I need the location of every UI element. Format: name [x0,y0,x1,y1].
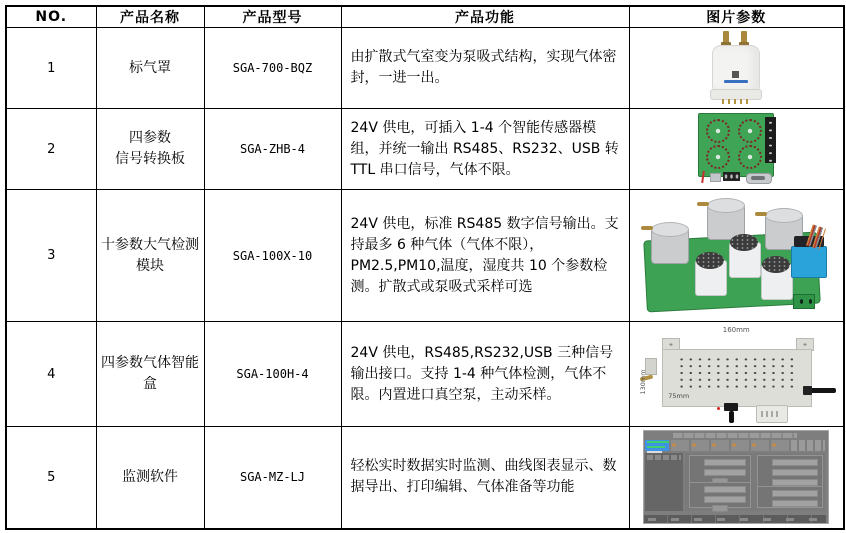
connector-pins [722,99,750,104]
col-header-function: 产品功能 [341,6,629,28]
form-field [704,459,746,466]
product-name-line: 十参数大气检测 [101,236,199,253]
db9-connector [756,405,788,423]
power-plug [724,403,738,411]
form-field [704,496,746,503]
converter-board-photo [690,113,782,185]
product-model: SGA-MZ-LJ [204,427,341,529]
toolbar-tab [771,440,789,451]
product-name [96,109,204,190]
software-status-bar [644,515,826,523]
ten-param-module-photo [643,200,829,312]
vent-hole-grid [676,355,798,389]
product-model: SGA-ZHB-4 [204,109,341,190]
table-row [6,109,844,190]
product-name-line: 盒 [143,376,157,392]
col-header-no: NO. [6,6,96,28]
product-function [341,109,629,190]
brass-fitting [741,31,747,46]
product-function-text: 24V 供电，可插入 1-4 个智能传感器模组，并统一输出 RS485、RS232、USB 转 TTL 串口信号，气体不限。 [350,119,619,178]
toolbar-tab [711,440,729,451]
product-function [341,322,629,427]
black-cable [810,388,836,393]
mesh-sensor [729,242,761,278]
green-terminal [793,294,815,309]
product-model: SGA-700-BQZ [204,28,341,109]
toolbar-tab [671,440,689,451]
table-row [6,28,844,109]
product-function-text: 轻松实时数据实时监测、曲线图表显示、数据导出、打印编辑、气体准备等功能 [350,458,617,496]
brass-fitting [723,31,729,46]
smart-gas-box-photo [636,326,836,423]
col-header-image: 图片参数 [629,6,844,28]
mesh-sensor [695,260,727,296]
row-number: 3 [6,190,96,322]
power-terminal [723,172,740,181]
product-function-text: 24V 供电，标准 RS485 数字信号输出。支持最多 6 种气体（气体不限），PM2.5,PM10,温度，湿度共 10 个参数检测。扩散式或泵吸式采样可选 [350,215,619,295]
product-name-line: 信号转换板 [115,151,185,167]
mesh-sensor [761,264,793,300]
product-function [341,190,629,322]
software-panel [689,455,751,485]
product-function [341,28,629,109]
led-indicator [717,407,720,410]
toolbar-tab [751,440,769,451]
sidebar-tree-item [647,451,662,453]
monitoring-software-screenshot [643,430,829,524]
terminal-block [765,117,776,163]
product-name-line: 标气罩 [129,59,171,76]
product-function [341,427,629,529]
product-photo-cell [629,322,844,427]
col-header-model: 产品型号 [204,6,341,28]
product-function-text: 24V 供电，RS485,RS232,USB 三种信号输出接口。支持 1-4 种气体检测，气体不限。内置进口真空泵，主动采样。 [350,344,614,403]
window-caption-strip [673,433,797,438]
table-row [6,322,844,427]
product-photo-cell [629,28,844,109]
product-name-line: 模块 [136,257,164,274]
product-name [96,28,204,109]
table-row [6,427,844,529]
toolbar-buttons [791,440,825,451]
product-name-line: 四参数 [129,130,171,146]
row-number: 5 [6,427,96,529]
product-name-line: 监测软件 [122,468,178,485]
product-function-text: 由扩散式气室变为泵吸式结构，实现气体密封，一进一出。 [350,49,617,86]
form-field [772,479,818,486]
software-panel [689,482,751,508]
software-sidebar [645,453,683,511]
col-header-name: 产品名称 [96,6,204,28]
sidebar-tree-item [647,446,665,448]
header-row [6,6,844,28]
form-field [772,490,818,497]
toolbar-tab [731,440,749,451]
form-field [772,459,818,466]
product-name [96,427,204,529]
toolbar-tab [691,440,709,451]
software-main-area [685,453,825,511]
form-field [704,486,746,493]
dimension-label-height: 130mm [639,368,648,395]
form-field [704,469,746,476]
product-name [96,190,204,322]
product-photo-cell [629,190,844,322]
row-number: 2 [6,109,96,190]
software-panel [757,486,823,508]
product-model: SGA-100H-4 [204,322,341,427]
pm-sensor-unit [791,246,827,278]
black-cable [729,411,734,423]
form-field [772,469,818,476]
red-wire [701,171,705,183]
product-name-line: 四参数气体智能 [101,355,199,371]
form-button [712,505,728,512]
row-number: 4 [6,322,96,427]
product-model: SGA-100X-10 [204,190,341,322]
gas-sensor-canister [651,228,689,264]
product-name [96,322,204,427]
cable-plug [803,386,812,395]
db9-connector [746,173,772,184]
table-row [6,190,844,322]
qr-label [732,71,739,78]
row-number: 1 [6,28,96,109]
software-toolbar [645,440,825,451]
gas-cap-body [712,45,760,91]
dimension-label-depth: 75mm [668,391,690,400]
usb-port [710,173,721,182]
product-photo-cell [629,109,844,190]
dimension-label-width: 160mm [722,325,750,334]
product-photo-cell [629,427,844,529]
product-spec-table [5,5,845,530]
blue-label-line [724,80,748,83]
mounting-ear [645,358,657,375]
sidebar-tree-item [647,441,669,443]
form-field [772,500,818,507]
standard-gas-cap-photo [696,31,776,105]
